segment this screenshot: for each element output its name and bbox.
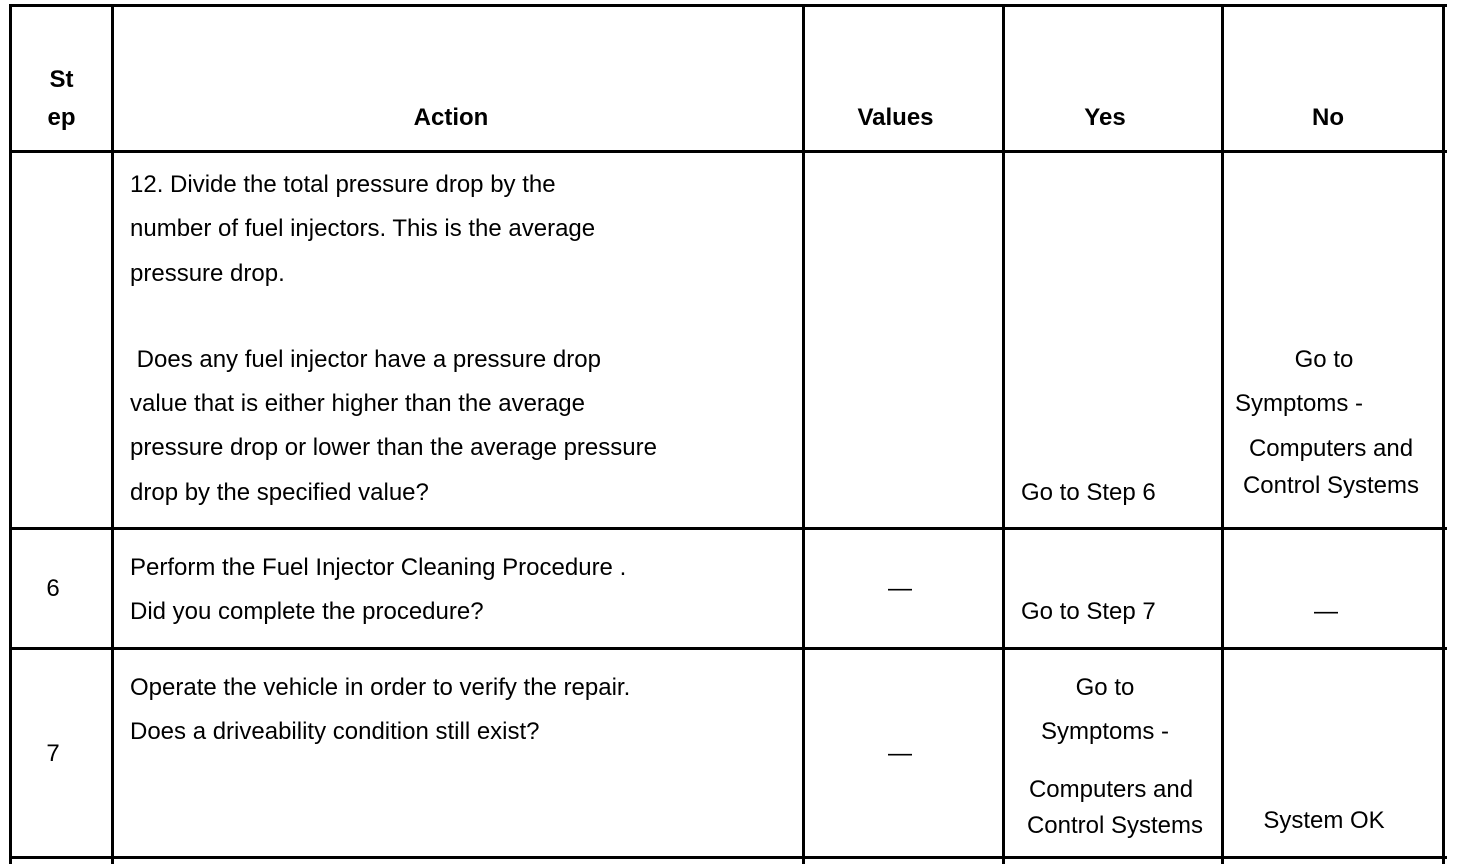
grid-line-v	[1442, 4, 1445, 864]
no-cell-line: Symptoms -	[1234, 390, 1363, 417]
yes-cell-line: Symptoms -	[1040, 718, 1169, 745]
header-action: Action	[413, 104, 489, 131]
grid-line-v	[9, 4, 12, 864]
yes-cell-line: Control Systems	[1026, 812, 1204, 839]
grid-line-h	[9, 647, 1447, 650]
action-text-line: Perform the Fuel Injector Cleaning Procedure .	[130, 554, 627, 581]
action-text-line: 12. Divide the total pressure drop by the	[130, 171, 556, 198]
action-text-line: pressure drop.	[130, 260, 285, 287]
header-step-line1: St	[49, 66, 74, 93]
action-text-line: number of fuel injectors. This is the average	[130, 215, 596, 242]
grid-line-v	[1221, 4, 1224, 864]
action-text-line: pressure drop or lower than the average pressure	[130, 434, 657, 461]
header-yes: Yes	[1084, 104, 1126, 131]
no-cell-line: Go to	[1294, 346, 1354, 373]
header-no: No	[1312, 104, 1344, 131]
action-text-line: drop by the specified value?	[130, 479, 429, 506]
action-text-line: Did you complete the procedure?	[130, 598, 484, 625]
no-cell: —	[1314, 598, 1338, 625]
grid-line-v	[111, 4, 114, 864]
header-values: Values	[857, 104, 934, 131]
grid-line-h	[9, 150, 1447, 153]
values-cell: —	[888, 575, 912, 602]
grid-line-h	[9, 856, 1447, 859]
action-text-line: value that is either higher than the average	[130, 390, 585, 417]
values-cell: —	[888, 740, 912, 767]
no-cell-line: Computers and	[1248, 435, 1414, 462]
step-number: 7	[46, 740, 60, 767]
action-text-line: Operate the vehicle in order to verify the repair.	[130, 674, 631, 701]
no-cell: System OK	[1263, 807, 1385, 834]
no-cell-line: Control Systems	[1242, 472, 1420, 499]
action-text-line: Does a driveability condition still exist?	[130, 718, 540, 745]
yes-cell-line: Computers and	[1028, 776, 1194, 803]
step-number: 6	[46, 575, 60, 602]
yes-cell: Go to Step 6	[1021, 479, 1156, 506]
grid-line-h	[9, 4, 1447, 7]
header-step-line2: ep	[47, 104, 76, 131]
grid-line-v	[802, 4, 805, 864]
yes-cell-line: Go to	[1075, 674, 1135, 701]
grid-line-h	[9, 527, 1447, 530]
yes-cell: Go to Step 7	[1021, 598, 1156, 625]
action-text-line: Does any fuel injector have a pressure drop	[130, 346, 601, 373]
